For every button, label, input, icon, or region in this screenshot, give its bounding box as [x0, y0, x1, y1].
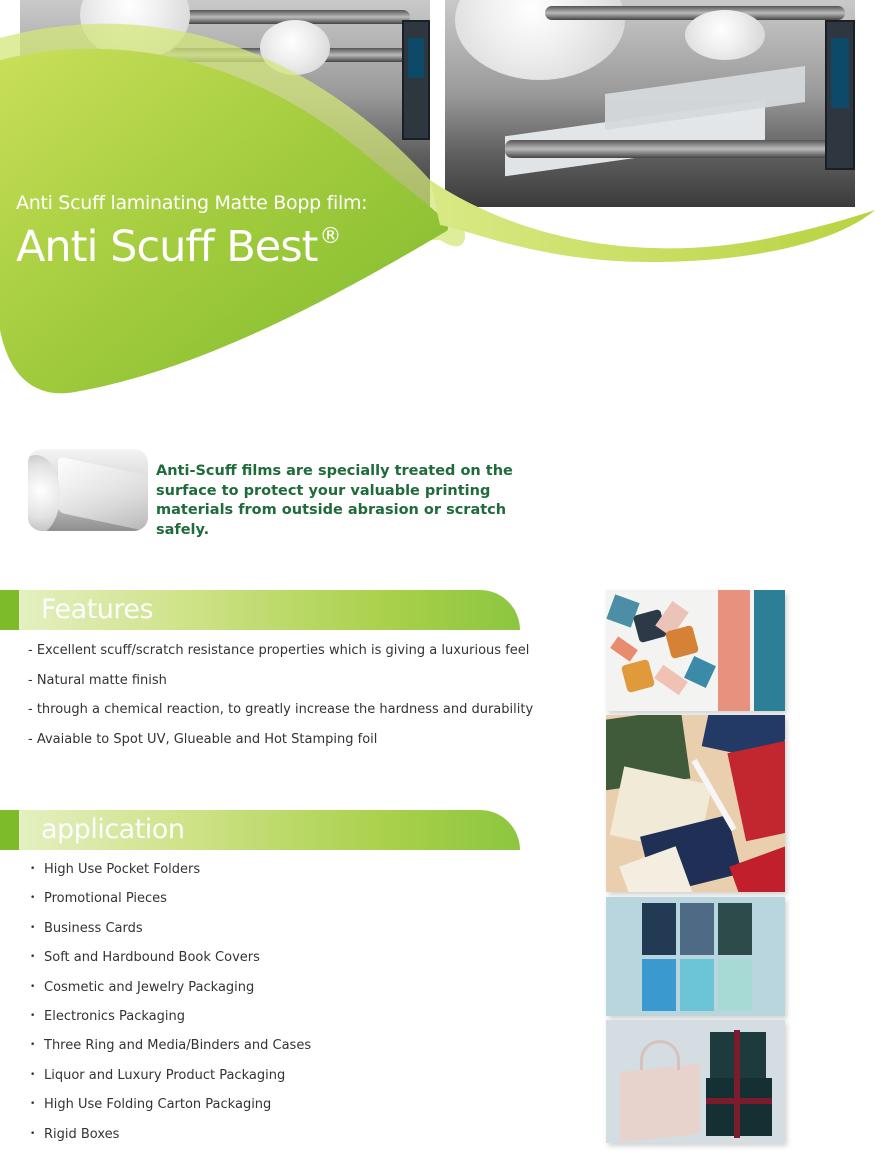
- list-item-label: Electronics Packaging: [44, 1008, 185, 1024]
- bullet-icon: •: [30, 1040, 36, 1051]
- list-item-label: Soft and Hardbound Book Covers: [44, 950, 260, 966]
- list-item-label: Liquor and Luxury Product Packaging: [44, 1067, 286, 1083]
- list-item: - Natural matte finish: [28, 672, 533, 702]
- list-item: [30, 979, 311, 1008]
- list-item: [30, 1126, 311, 1155]
- features-heading: Features: [41, 594, 154, 625]
- list-item: - Excellent scuff/scratch resistance properties which is giving a luxurious feel: [28, 642, 533, 672]
- bullet-icon: •: [30, 1069, 36, 1080]
- bullet-icon: •: [30, 893, 36, 904]
- list-item: - Avaiable to Spot UV, Glueable and Hot Stamping foil: [28, 731, 533, 761]
- list-item-label: Promotional Pieces: [44, 891, 167, 907]
- registered-mark: ®: [319, 224, 341, 249]
- list-item: [30, 861, 311, 890]
- list-item: [30, 1008, 311, 1037]
- list-item: - through a chemical reaction, to greatly increase the hardness and durability: [28, 701, 533, 731]
- list-item-label: High Use Pocket Folders: [44, 862, 201, 877]
- product-photo-packaging: [606, 590, 785, 711]
- list-item-label: Cosmetic and Jewelry Packaging: [44, 979, 255, 995]
- film-roll-thumbnail: [28, 449, 148, 531]
- bullet-icon: •: [30, 1099, 36, 1110]
- list-item: [30, 1096, 311, 1125]
- product-photo-book-set: [606, 897, 785, 1016]
- list-item: [30, 920, 311, 949]
- application-list: [30, 861, 311, 1155]
- application-heading: application: [41, 814, 185, 845]
- list-item-label: Rigid Boxes: [44, 1126, 120, 1142]
- list-item: [30, 890, 311, 919]
- intro-text: Anti-Scuff films are specially treated on the surface to protect your valuable printing materials from outside abrasion or scratch safely.: [156, 463, 513, 538]
- list-item: [30, 1037, 311, 1066]
- bullet-icon: •: [30, 952, 36, 963]
- list-item-label: High Use Folding Carton Packaging: [44, 1097, 272, 1113]
- bullet-icon: •: [30, 922, 36, 933]
- bullet-icon: •: [30, 1010, 36, 1021]
- bullet-icon: •: [30, 864, 36, 874]
- list-item: [30, 1067, 311, 1096]
- application-heading-bar: [0, 810, 520, 850]
- bullet-icon: •: [30, 981, 36, 992]
- features-heading-bar: [0, 590, 520, 630]
- hero-subtitle: Anti Scuff laminating Matte Bopp film:: [16, 192, 368, 214]
- product-photo-gift-boxes: [606, 1020, 785, 1143]
- hero-title-text: Anti Scuff Best: [16, 222, 318, 272]
- list-item-label: Three Ring and Media/Binders and Cases: [44, 1038, 312, 1054]
- features-list: [28, 642, 533, 760]
- list-item-label: Business Cards: [44, 920, 143, 936]
- hero-title: [16, 222, 341, 272]
- product-photo-book-covers: [606, 715, 785, 892]
- list-item: [30, 949, 311, 978]
- bullet-icon: •: [30, 1128, 36, 1139]
